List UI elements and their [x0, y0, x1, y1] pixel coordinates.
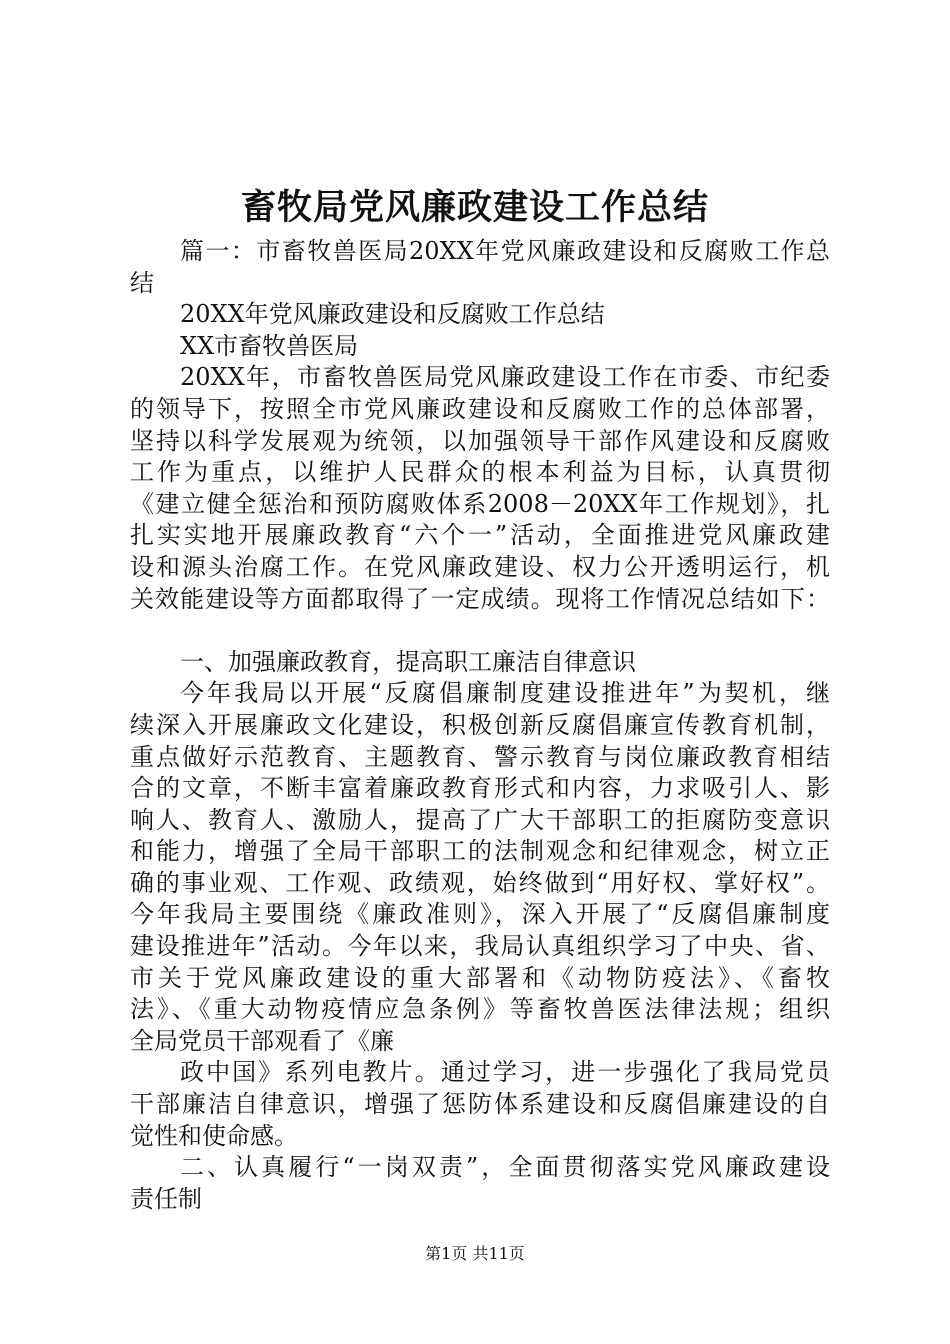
body-line: 建设推进年”活动。今年以来，我局认真组织学习了中央、省、 — [130, 932, 830, 961]
section-heading: 一、加强廉政教育，提高职工廉洁自律意识 — [180, 647, 636, 676]
body-line: 法》、《重大动物疫情应急条例》等畜牧兽医法律法规；组织 — [130, 995, 830, 1024]
body-line: 结 — [130, 268, 154, 297]
body-line: 觉性和使命感。 — [130, 1121, 298, 1150]
body-line: 20XX年党风廉政建设和反腐败工作总结 — [180, 300, 605, 329]
body-line: 续深入开展廉政文化建设，积极创新反腐倡廉宣传教育机制， — [130, 710, 830, 739]
body-line: 干部廉洁自律意识，增强了惩防体系建设和反腐倡廉建设的自 — [130, 1090, 830, 1119]
body-line: 市关于党风廉政建设的重大部署和《动物防疫法》、《畜牧 — [130, 963, 830, 992]
body-line: 政中国》系列电教片。通过学习，进一步强化了我局党员 — [180, 1058, 830, 1087]
body-line: 确的事业观、工作观、政绩观，始终做到“用好权、掌好权”。 — [130, 868, 830, 897]
body-line: XX市畜牧兽医局 — [180, 331, 359, 360]
body-line: 责任制 — [130, 1184, 202, 1213]
body-line: 和能力，增强了全局干部职工的法制观念和纪律观念，树立正 — [130, 837, 830, 866]
paragraph-gap — [130, 615, 830, 647]
body-line: 今年我局以开展“反腐倡廉制度建设推进年”为契机，继 — [180, 679, 830, 708]
body-line: 坚持以科学发展观为统领，以加强领导干部作风建设和反腐败 — [130, 426, 830, 455]
page-number-footer: 第1页 共11页 — [425, 1244, 525, 1263]
document-body — [130, 236, 830, 1215]
body-line: 工作为重点，以维护人民群众的根本利益为目标，认真贯彻 — [130, 458, 830, 487]
body-line: 重点做好示范教育、主题教育、警示教育与岗位廉政教育相结 — [130, 742, 830, 771]
body-line: 设和源头治腐工作。在党风廉政建设、权力公开透明运行，机 — [130, 552, 830, 581]
body-line: 全局党员干部观看了《廉 — [130, 1026, 394, 1055]
body-line: 合的文章，不断丰富着廉政教育形式和内容，力求吸引人、影 — [130, 774, 830, 803]
body-line: 20XX年，市畜牧兽医局党风廉政建设工作在市委、市纪委 — [180, 363, 830, 392]
section-heading: 二、认真履行“一岗双责”，全面贯彻落实党风廉政建设 — [180, 1153, 830, 1182]
document-title: 畜牧局党风廉政建设工作总结 — [240, 187, 709, 228]
body-line: 扎实实地开展廉政教育“六个一”活动，全面推进党风廉政建 — [130, 521, 830, 550]
body-line: 篇一：市畜牧兽医局20XX年党风廉政建设和反腐败工作总 — [180, 237, 830, 265]
body-line: 的领导下，按照全市党风廉政建设和反腐败工作的总体部署， — [130, 394, 830, 423]
body-line: 响人、教育人、激励人，提高了广大干部职工的拒腐防变意识 — [130, 805, 830, 834]
body-line: 《建立健全惩治和预防腐败体系2008－20XX年工作规划》，扎 — [130, 489, 830, 518]
body-line: 关效能建设等方面都取得了一定成绩。现将工作情况总结如下： — [130, 584, 830, 613]
body-line: 今年我局主要围绕《廉政准则》，深入开展了“反腐倡廉制度 — [130, 900, 830, 929]
